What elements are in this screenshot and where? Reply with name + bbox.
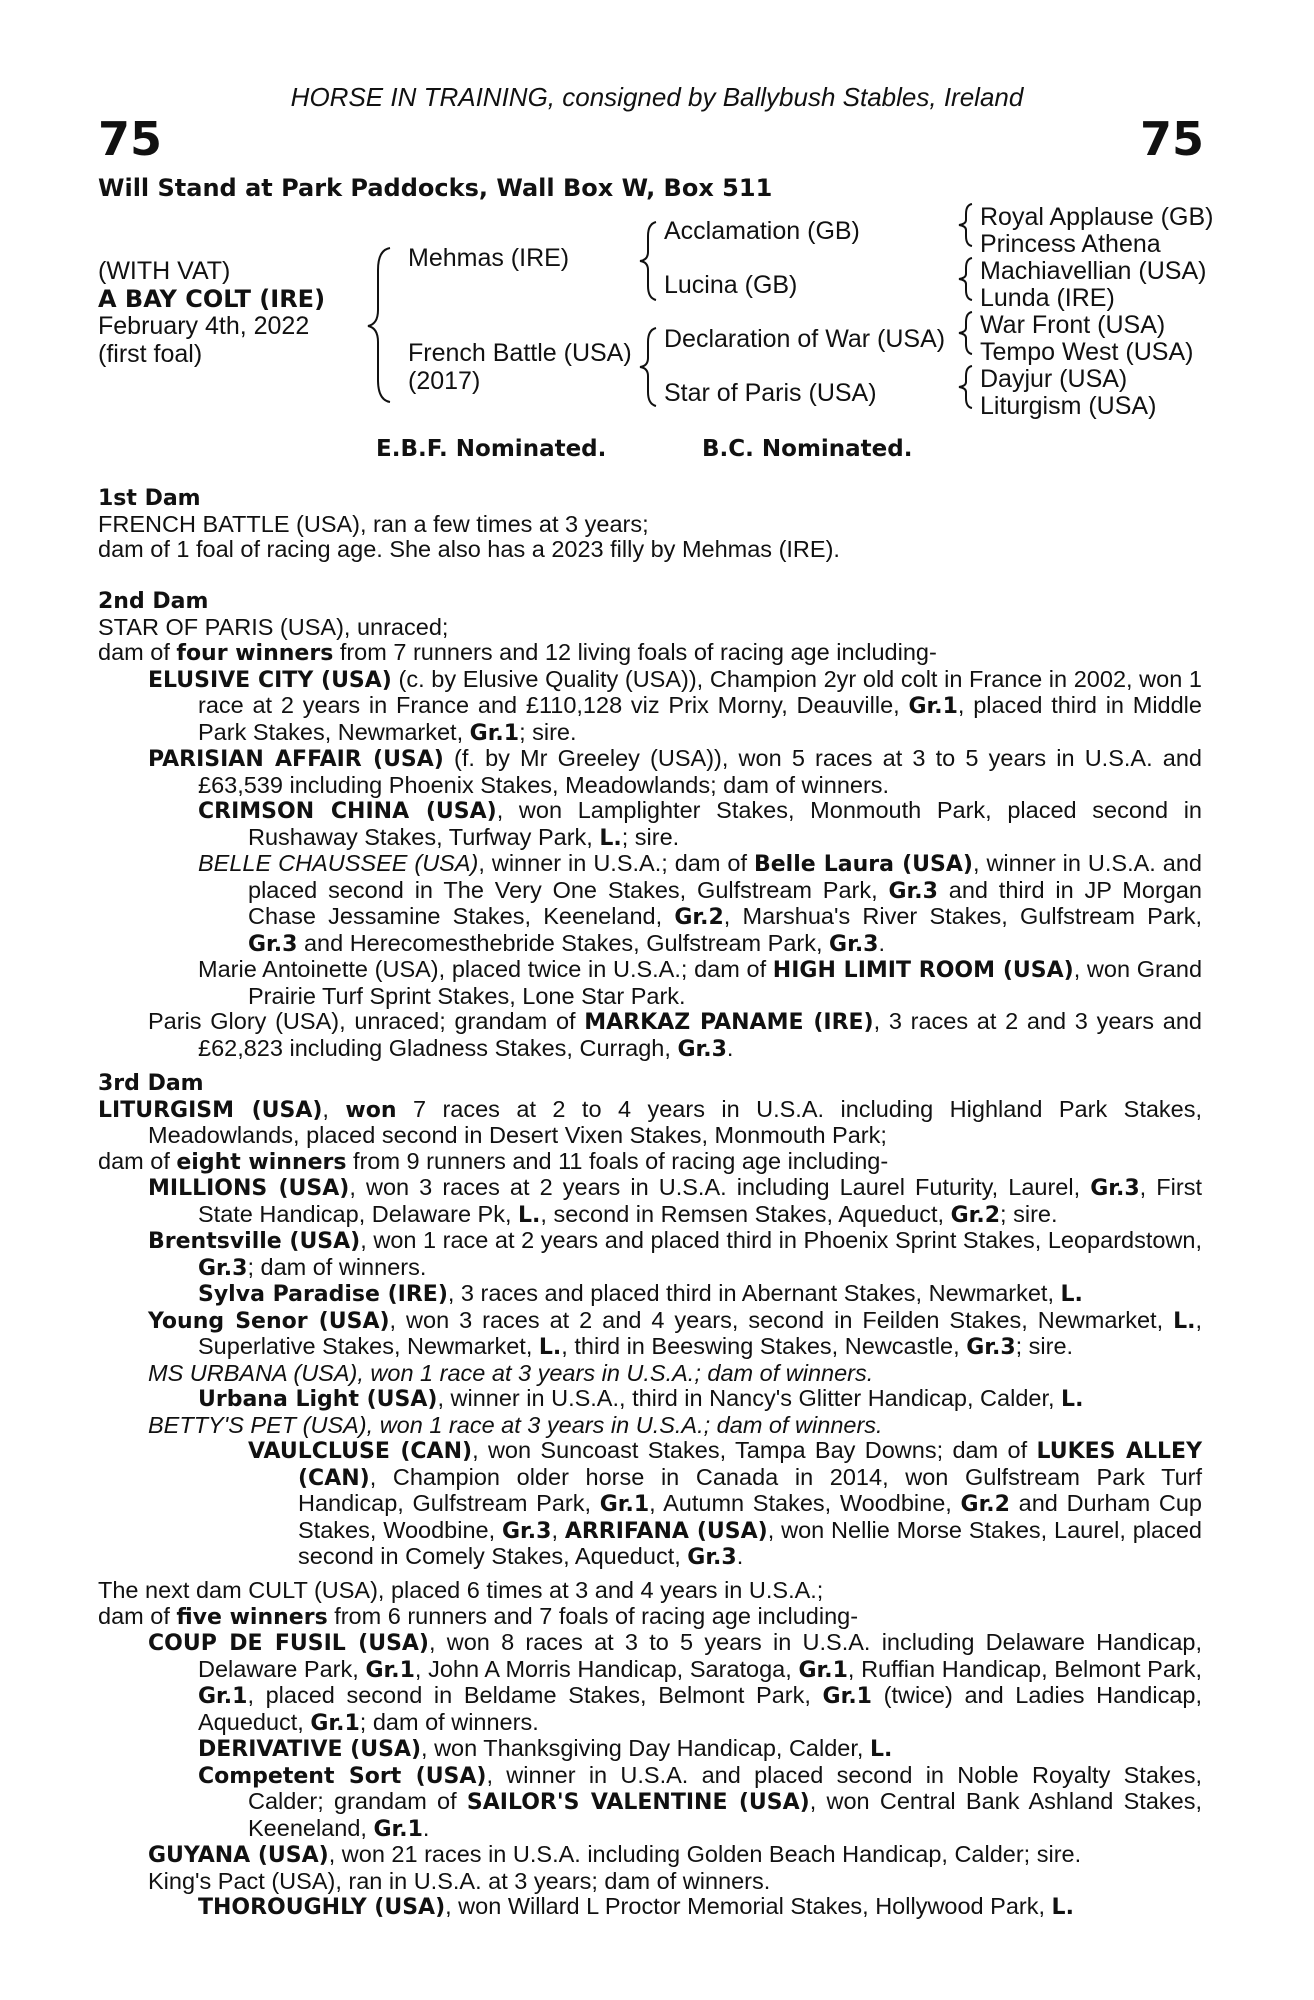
- bc-nomination: B.C. Nominated.: [702, 436, 913, 462]
- pedigree-dam-sire: Declaration of War (USA): [664, 325, 946, 353]
- first-dam-heading: 1st Dam: [98, 486, 201, 511]
- pedigree-sire: Mehmas (IRE): [408, 244, 570, 272]
- produce-entry: Marie Antoinette (USA), placed twice in U.S.A.; dam of HIGH LIMIT ROOM (USA), won Grand Prairie Turf Sprint Stakes, Lone Star Park.: [198, 956, 1203, 1009]
- first-dam-section: [98, 486, 1202, 563]
- pedigree-brace-dd: [954, 362, 978, 412]
- produce-entry: COUP DE FUSIL (USA), won 8 races at 3 to 5 years in U.S.A. including Delaware Handicap, Delaware Park, Gr.1, John A Morris Handicap, Saratoga, Gr.1, Ruffian Handicap, Belmont Park, Gr.1, placed second in Beldame Stakes, Belmont Park, Gr.1 (twice) and Ladies Handicap, Aqueduct, Gr.1; dam of winners.: [148, 1629, 1202, 1736]
- lot-number-left: 75: [98, 112, 163, 166]
- pedigree-ssd: Princess Athena: [980, 230, 1161, 258]
- first-dam-line: FRENCH BATTLE (USA), ran a few times at 3 years;: [98, 510, 649, 537]
- pedigree-dam-year: (2017): [408, 367, 481, 395]
- pedigree-brace-sire: [634, 216, 664, 306]
- produce-entry: Paris Glory (USA), unraced; grandam of MARKAZ PANAME (IRE), 3 races at 2 and 3 years and £62,823 including Gladness Stakes, Curragh, Gr.3.: [148, 1008, 1202, 1062]
- second-dam-section: [98, 589, 1202, 1062]
- produce-entry: MILLIONS (USA), won 3 races at 2 years in U.S.A. including Laurel Futurity, Laurel, Gr.3, First State Handicap, Delaware Pk, L., second in Remsen Stakes, Aqueduct, Gr.2; sire.: [148, 1174, 1202, 1228]
- produce-entry: DERIVATIVE (USA), won Thanksgiving Day Handicap, Calder, L.: [198, 1735, 893, 1762]
- third-dam-section: [98, 1071, 1202, 1571]
- produce-entry: VAULCLUSE (CAN), won Suncoast Stakes, Tampa Bay Downs; dam of LUKES ALLEY (CAN), Champion older horse in Canada in 2014, won Gulfstream Park Turf Handicap, Gulfstream Park, Gr.1, Autumn Stakes, Woodbine, Gr.2 and Durham Cup Stakes, Woodbine, Gr.3, ARRIFANA (USA), won Nellie Morse Stakes, Laurel, placed second in Comely Stakes, Aqueduct, Gr.3.: [248, 1437, 1203, 1570]
- produce-entry: Competent Sort (USA), winner in U.S.A. and placed second in Noble Royalty Stakes, Calder; grandam of SAILOR'S VALENTINE (USA), won Central Bank Ashland Stakes, Keeneland, Gr.1.: [198, 1761, 1203, 1842]
- pedigree-dds: Dayjur (USA): [980, 365, 1128, 393]
- pedigree-brace-ds: [954, 308, 978, 358]
- vat-note: (WITH VAT): [98, 257, 231, 285]
- pedigree-sss: Royal Applause (GB): [980, 203, 1214, 231]
- produce-entry: Sylva Paradise (IRE), 3 races and placed third in Abernant Stakes, Newmarket, L.: [198, 1280, 1083, 1307]
- pedigree-ddd: Liturgism (USA): [980, 392, 1157, 420]
- pedigree-sire-sire: Acclamation (GB): [664, 217, 860, 245]
- third-dam-heading: 3rd Dam: [98, 1071, 204, 1096]
- ebf-nomination: E.B.F. Nominated.: [376, 436, 607, 462]
- produce-entry: THOROUGHLY (USA), won Willard L Proctor Memorial Stakes, Hollywood Park, L.: [198, 1893, 1074, 1920]
- pedigree-sire-dam: Lucina (GB): [664, 271, 798, 299]
- pedigree-dsd: Tempo West (USA): [980, 338, 1194, 366]
- second-dam-intro: dam of four winners from 7 runners and 12 living foals of racing age including-: [98, 639, 937, 666]
- produce-entry: Urbana Light (USA), winner in U.S.A., third in Nancy's Glitter Handicap, Calder, L.: [198, 1385, 1084, 1412]
- horse-dob: February 4th, 2022: [98, 312, 310, 340]
- catalogue-header: HORSE IN TRAINING, consigned by Ballybush Stables, Ireland: [290, 82, 1024, 112]
- pedigree-brace-main: [360, 240, 400, 410]
- second-dam-line: STAR OF PARIS (USA), unraced;: [98, 613, 449, 640]
- next-dam-intro: dam of five winners from 6 runners and 7 foals of racing age including-: [98, 1602, 859, 1630]
- produce-entry: PARISIAN AFFAIR (USA) (f. by Mr Greeley (USA)), won 5 races at 3 to 5 years in U.S.A. and £63,539 including Phoenix Stakes, Meadowlands; dam of winners.: [148, 745, 1202, 798]
- produce-entry: MS URBANA (USA), won 1 race at 3 years in U.S.A.; dam of winners.: [148, 1359, 874, 1386]
- produce-entry: BELLE CHAUSSEE (USA), winner in U.S.A.; dam of Belle Laura (USA), winner in U.S.A. and placed second in The Very One Stakes, Gulfstream Park, Gr.3 and third in JP Morgan Chase Jessamine Stakes, Keeneland, Gr.2, Marshua's River Stakes, Gulfstream Park, Gr.3 and Herecomesthebride Stakes, Gulfstream Park, Gr.3.: [198, 850, 1202, 957]
- horse-foal-note: (first foal): [98, 340, 203, 368]
- pedigree-brace-sd: [954, 254, 978, 304]
- lot-number-right: 75: [1139, 112, 1204, 166]
- pedigree-sds: Machiavellian (USA): [980, 257, 1207, 285]
- first-dam-produce: dam of 1 foal of racing age. She also has a 2023 filly by Mehmas (IRE).: [98, 536, 840, 562]
- produce-entry: ELUSIVE CITY (USA) (c. by Elusive Quality (USA)), Champion 2yr old colt in France in 2002, won 1 race at 2 years in France and £110,128 viz Prix Morny, Deauville, Gr.1, placed third in Middle Park Stakes, Newmarket, Gr.1; sire.: [148, 665, 1202, 746]
- pedigree-dss: War Front (USA): [980, 311, 1166, 339]
- stand-location: Will Stand at Park Paddocks, Wall Box W, Box 511: [98, 174, 773, 202]
- produce-entry: CRIMSON CHINA (USA), won Lamplighter Stakes, Monmouth Park, placed second in Rushaway Stakes, Turfway Park, L.; sire.: [198, 797, 1202, 851]
- produce-entry: Young Senor (USA), won 3 races at 2 and 4 years, second in Feilden Stakes, Newmarket, L., Superlative Stakes, Newmarket, L., third in Beeswing Stakes, Newcastle, Gr.3; sire.: [148, 1306, 1202, 1360]
- produce-entry: Brentsville (USA), won 1 race at 2 years and placed third in Phoenix Sprint Stakes, Leopardstown, Gr.3; dam of winners.: [148, 1227, 1203, 1281]
- third-dam-intro: dam of eight winners from 9 runners and 11 foals of racing age including-: [98, 1147, 889, 1175]
- produce-entry: BETTY'S PET (USA), won 1 race at 3 years in U.S.A.; dam of winners.: [148, 1411, 883, 1438]
- pedigree-brace-dam: [634, 322, 664, 412]
- pedigree-dam: French Battle (USA): [408, 339, 632, 367]
- second-dam-heading: 2nd Dam: [98, 589, 209, 614]
- produce-entry: GUYANA (USA), won 21 races in U.S.A. including Golden Beach Handicap, Calder; sire.: [148, 1841, 1082, 1868]
- produce-entry: King's Pact (USA), ran in U.S.A. at 3 years; dam of winners.: [148, 1867, 771, 1894]
- next-dam-line: The next dam CULT (USA), placed 6 times at 3 and 4 years in U.S.A.;: [98, 1577, 824, 1603]
- pedigree-sdd: Lunda (IRE): [980, 284, 1115, 312]
- next-dam-section: [98, 1578, 1202, 1921]
- pedigree-brace-ss: [954, 200, 978, 250]
- third-dam-line: LITURGISM (USA), won 7 races at 2 to 4 years in U.S.A. including Highland Park Stakes, Meadowlands, placed second in Desert Vixen Stakes, Monmouth Park;: [98, 1095, 1203, 1148]
- pedigree-dam-dam: Star of Paris (USA): [664, 379, 877, 407]
- horse-name: A BAY COLT (IRE): [98, 285, 326, 313]
